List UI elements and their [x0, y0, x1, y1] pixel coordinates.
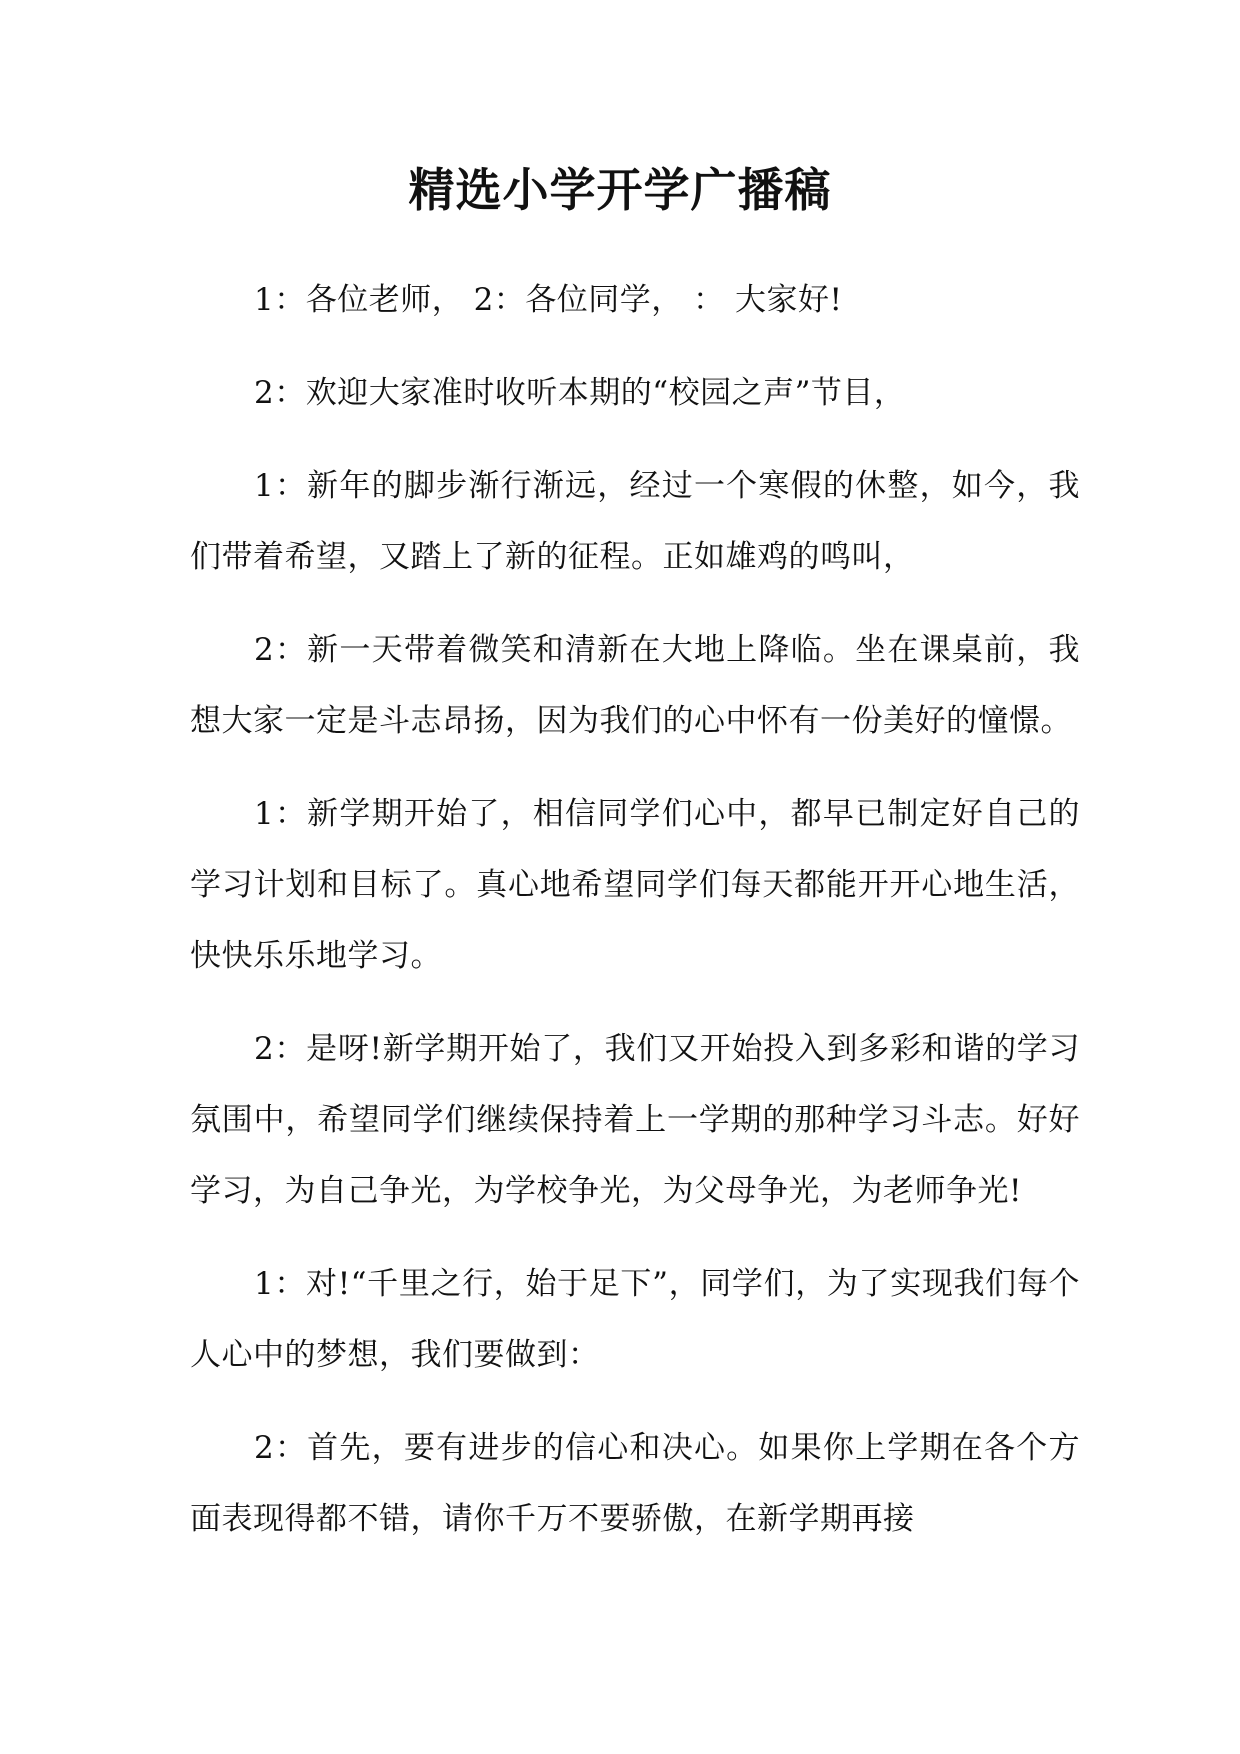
paragraph-3: 1：新年的脚步渐行渐远，经过一个寒假的休整，如今，我们带着希望，又踏上了新的征程。正如雄鸡的鸣叫，	[190, 468, 1080, 575]
paragraph-1: 1：各位老师， 2：各位同学， ： 大家好!	[254, 282, 843, 318]
document-body	[190, 265, 1080, 1577]
paragraph-7: 1：对!“千里之行，始于足下”，同学们，为了实现我们每个人心中的梦想，我们要做到：	[190, 1266, 1080, 1373]
paragraph-2: 2：欢迎大家准时收听本期的“校园之声”节目，	[254, 375, 906, 411]
paragraph-5: 1：新学期开始了，相信同学们心中，都早已制定好自己的学习计划和目标了。真心地希望同学们每天都能开开心地生活，快快乐乐地学习。	[190, 796, 1080, 974]
document-title: 精选小学开学广播稿	[408, 163, 832, 217]
paragraph-4: 2：新一天带着微笑和清新在大地上降临。坐在课桌前，我想大家一定是斗志昂扬，因为我们的心中怀有一份美好的憧憬。	[190, 632, 1080, 739]
paragraph-8: 2：首先，要有进步的信心和决心。如果你上学期在各个方面表现得都不错，请你千万不要骄傲，在新学期再接	[190, 1430, 1080, 1537]
paragraph-6: 2：是呀!新学期开始了，我们又开始投入到多彩和谐的学习氛围中，希望同学们继续保持着上一学期的那种学习斗志。好好学习，为自己争光，为学校争光，为父母争光，为老师争光!	[190, 1031, 1080, 1209]
